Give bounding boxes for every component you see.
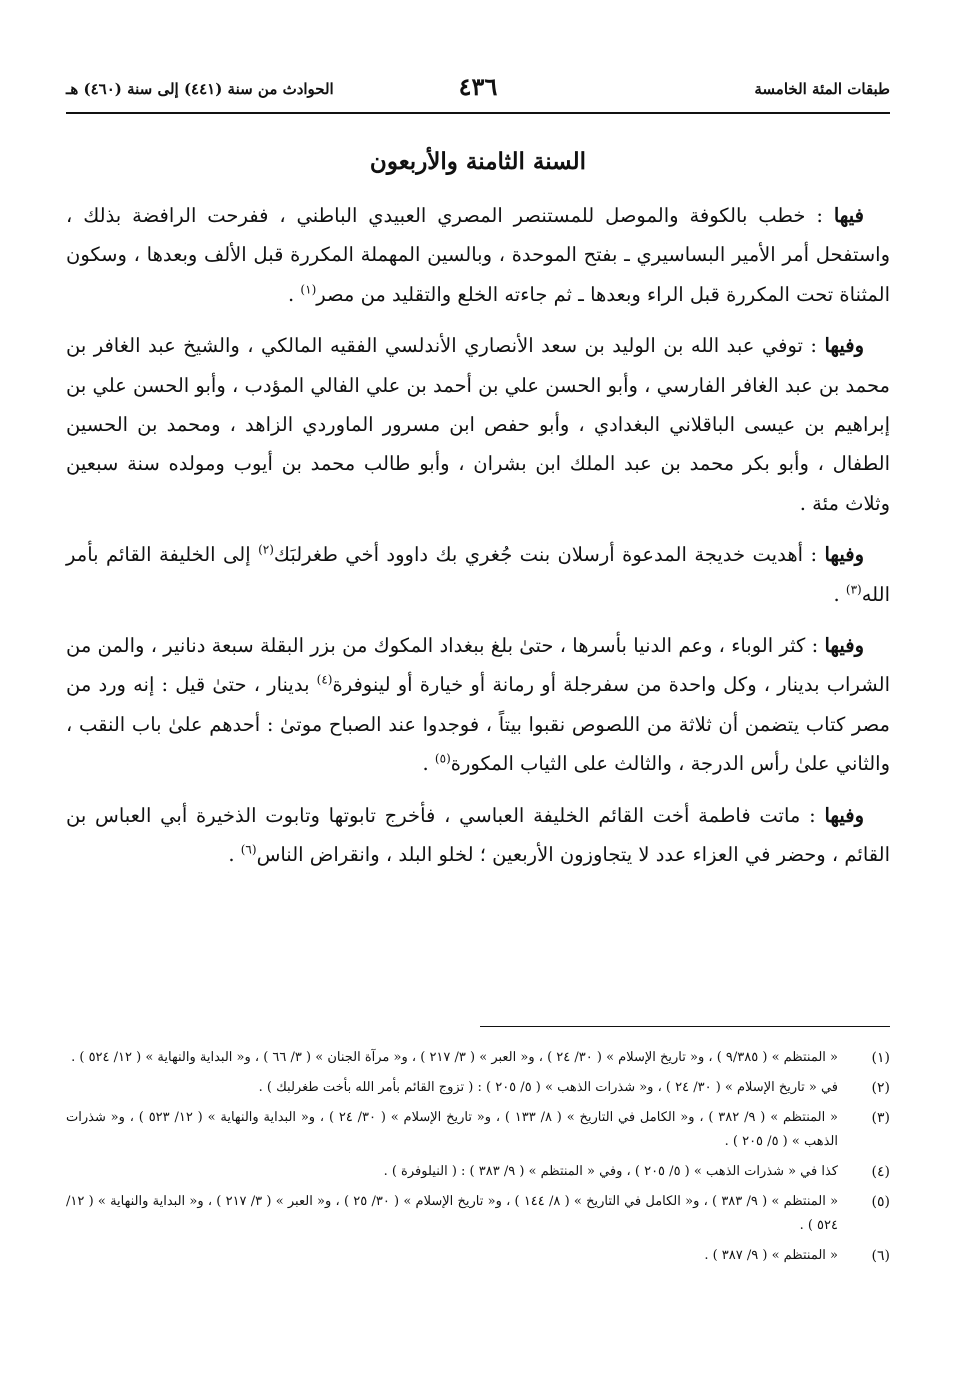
footnote-ref[interactable]: (٢) bbox=[258, 542, 274, 557]
paragraph-2 bbox=[66, 326, 890, 523]
footnote-ref[interactable]: (٣) bbox=[845, 582, 862, 597]
running-header bbox=[66, 72, 890, 106]
paragraph-text-end: . bbox=[288, 282, 301, 306]
paragraph-text-end: . bbox=[833, 582, 846, 606]
paragraph-text-continued: بدينار ، حتىٰ قيل : إنه ورد من مصر كتاب يتضمن أن ثلاثة من اللصوص نقبوا بيتاً ، فوجدوا عند الصباح موتىٰ : أحدهم علىٰ باب النقب ، والثاني علىٰ رأس الدرجة ، والثالث على الثياب المكورة bbox=[66, 673, 890, 776]
paragraph-5 bbox=[66, 796, 890, 875]
footnote-text: « المنتظم » ( ٩/ ٣٨٧ ) . bbox=[704, 1248, 838, 1263]
footnote-number: (١) bbox=[871, 1050, 890, 1066]
footnote-ref[interactable]: (٤) bbox=[316, 672, 333, 687]
footnote-number: (٤) bbox=[871, 1164, 890, 1180]
chapter-title: السنة الثامنة والأربعون bbox=[369, 148, 587, 175]
paragraph-text: : كثر الوباء ، وعم الدنيا بأسرها ، حتىٰ بلغ ببغداد المكوك من بزر البقلة سبعة دنانير ، والمن من الشراب بدينار ، وكل واحدة من سفرجلة أو رمانة أو خيارة أو لينوفرة bbox=[66, 634, 890, 697]
paragraph-lead: وفيها bbox=[824, 803, 864, 827]
footnote-text: « المنتظم » ( ٩/ ٣٨٣ ) ، و« الكامل في التاريخ » ( ٨/ ١٤٤ ) ، و« تاريخ الإسلام » ( ٣٠/ ٢٥ ) ، و« العبر » ( ٣/ ٢١٧ ) ، و« البداية والنهاية » ( ١٢/ ٥٢٤ ) . bbox=[66, 1194, 839, 1233]
paragraph-lead: وفيها bbox=[824, 543, 865, 567]
paragraph-lead: فيها bbox=[833, 204, 864, 227]
footnote-ref[interactable]: (٥) bbox=[434, 751, 451, 766]
footnote-1 bbox=[66, 1046, 890, 1070]
footnote-ref[interactable]: (٦) bbox=[240, 842, 257, 857]
footnote-text: « المنتظم » ( ٩/ ٣٨٢ ) ، و« الكامل في التاريخ » ( ٨/ ١٣٣ ) ، و« تاريخ الإسلام » ( ٣٠/ ٢٤ ) ، و« البداية والنهاية » ( ١٢/ ٥٢٣ ) ، و« شذرات الذهب » ( ٥/ ٢٠٥ ) . bbox=[66, 1110, 839, 1149]
footnote-number: (٢) bbox=[871, 1080, 890, 1096]
footnote-text: كذا في « شذرات الذهب » ( ٥/ ٢٠٥ ) ، وفي « المنتظم » ( ٩/ ٣٨٣ ) : ( النيلوفرة ) . bbox=[383, 1164, 838, 1179]
footnote-number: (٦) bbox=[871, 1248, 890, 1264]
paragraph-lead: وفيها bbox=[824, 334, 864, 358]
footnote-6 bbox=[66, 1244, 890, 1268]
paragraph-text-end: . bbox=[228, 843, 241, 867]
footnote-3 bbox=[66, 1106, 890, 1154]
header-section-range: الحوادث من سنة (٤٤١) إلى سنة (٤٦٠) هـ bbox=[66, 80, 334, 98]
footnote-text: في « تاريخ الإسلام » ( ٣٠/ ٢٤ ) ، و« شذرات الذهب » ( ٥/ ٢٠٥ ) : ( تزوج القائم بأمر الله بأخت طغرلبك ) . bbox=[258, 1080, 838, 1095]
footnote-divider bbox=[480, 1026, 890, 1027]
footnote-ref[interactable]: (١) bbox=[300, 282, 317, 297]
paragraph-1 bbox=[66, 196, 890, 314]
paragraph-text: : خطب بالكوفة والموصل للمستنصر المصري العبيدي الباطني ، ففرحت الرافضة بذلك ، واستفحل أمر الأمير البساسيري ـ بفتح الموحدة ، وبالسين المهملة المكررة قبل الألف وبعدها ، وسكون المثناة تحت المكررة قبل الراء وبعدها ـ ثم جاءته الخلع والتقليد من مصر bbox=[66, 204, 890, 306]
header-page-number: ٤٣٦ bbox=[458, 72, 498, 101]
paragraph-text-continued: إلى الخليفة القائم بأمر الله bbox=[66, 543, 890, 606]
paragraph-lead: وفيها bbox=[824, 634, 864, 658]
main-text bbox=[66, 196, 890, 887]
header-divider bbox=[66, 112, 890, 114]
paragraph-4 bbox=[66, 626, 890, 784]
footnote-4 bbox=[66, 1160, 890, 1184]
footnote-number: (٣) bbox=[871, 1110, 890, 1126]
footnote-5 bbox=[66, 1190, 890, 1238]
footnote-text: « المنتظم » ( ٩/٣٨٥ ) ، و« تاريخ الإسلام » ( ٣٠/ ٢٤ ) ، و« العبر » ( ٣/ ٢١٧ ) ، و« مرآة الجنان » ( ٣/ ٦٦ ) ، و« البداية والنهاية » ( ١٢/ ٥٢٤ ) . bbox=[71, 1050, 838, 1065]
footnote-number: (٥) bbox=[871, 1194, 890, 1210]
header-book-title: طبقات المئة الخامسة bbox=[754, 80, 890, 98]
footnote-2 bbox=[66, 1076, 890, 1100]
paragraph-text: : ماتت فاطمة أخت القائم الخليفة العباسي ، فأخرج تابوتها وتابوت الذخيرة أبي العباس بن القائم ، وحضر في العزاء عدد لا يتجاوزون الأربعين ؛ لخلو البلد ، وانقراض الناس bbox=[66, 803, 890, 867]
footnotes bbox=[66, 1046, 890, 1274]
paragraph-text-end: . bbox=[422, 752, 435, 776]
paragraph-text: : أهديت خديجة المدعوة أرسلان بنت جُغري بك داوود أخي طغرلبَك bbox=[273, 543, 825, 567]
paragraph-3 bbox=[66, 535, 890, 614]
paragraph-text: : توفي عبد الله بن الوليد بن سعد الأنصاري الأندلسي الفقيه المالكي ، والشيخ عبد الغافر بن محمد بن عبد الغافر الفارسي ، وأبو الحسن علي بن أحمد بن علي الفالي المؤدب ، وأبو الحسن علي بن إبراهيم بن عيسى الباقلاني البغدادي ، وأبو حفص ابن مسرور الماوردي الزاهد ، ومحمد بن الحسين الطفال ، وأبو بكر محمد بن عبد الملك ابن بشران ، وأبو طالب محمد بن أيوب ومولده سنة سبعين وثلاث مئة . bbox=[66, 334, 890, 515]
